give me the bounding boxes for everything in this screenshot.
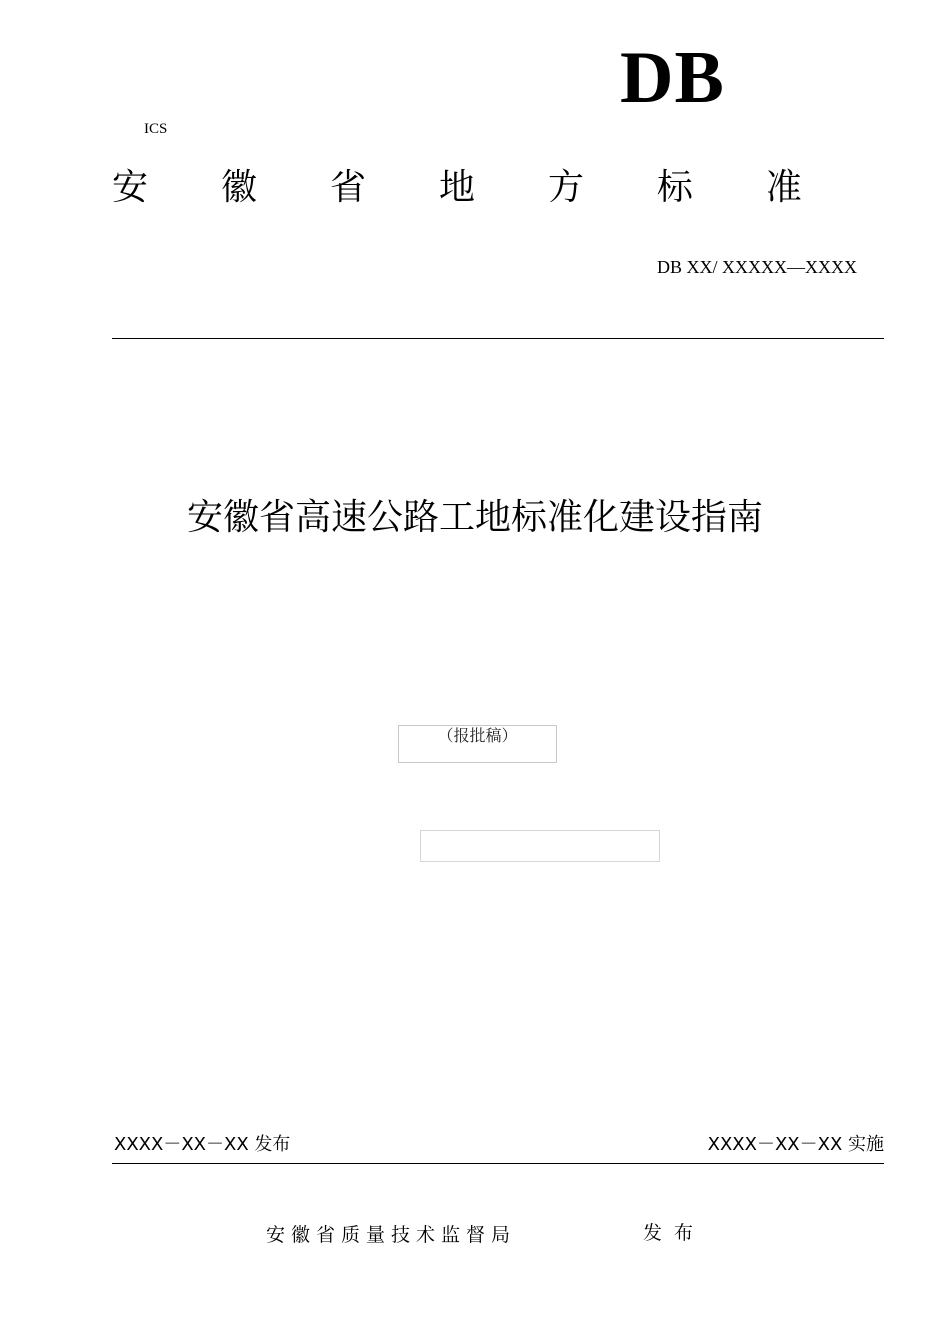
issue-date: XXXX－XX－XX 发布 [114, 1134, 291, 1155]
draft-status-label: （报批稿） [437, 726, 518, 745]
top-divider [112, 338, 884, 339]
empty-text-box [420, 830, 660, 862]
publish-label: 发布 [643, 1222, 706, 1244]
document-title: 安徽省高速公路工地标准化建设指南 [186, 497, 763, 538]
standard-type-char: 地 [438, 167, 475, 208]
standard-type-heading [112, 166, 802, 210]
publisher-name: 安徽省质量技术监督局 [266, 1224, 517, 1246]
standard-type-char: 准 [765, 167, 802, 208]
standard-type-char: 安 [112, 167, 149, 208]
ics-label: ICS [144, 121, 168, 137]
bottom-divider [112, 1163, 884, 1164]
standard-code: DB XX/ XXXXX—XXXX [657, 257, 857, 277]
draft-status-box [398, 725, 557, 763]
implementation-date: XXXX－XX－XX 实施 [707, 1134, 884, 1155]
standard-type-char: 方 [547, 167, 584, 208]
standard-type-char: 标 [656, 167, 693, 208]
db-logo: DB [620, 37, 725, 119]
standard-type-char: 省 [329, 167, 366, 208]
standard-type-char: 徽 [220, 167, 257, 208]
